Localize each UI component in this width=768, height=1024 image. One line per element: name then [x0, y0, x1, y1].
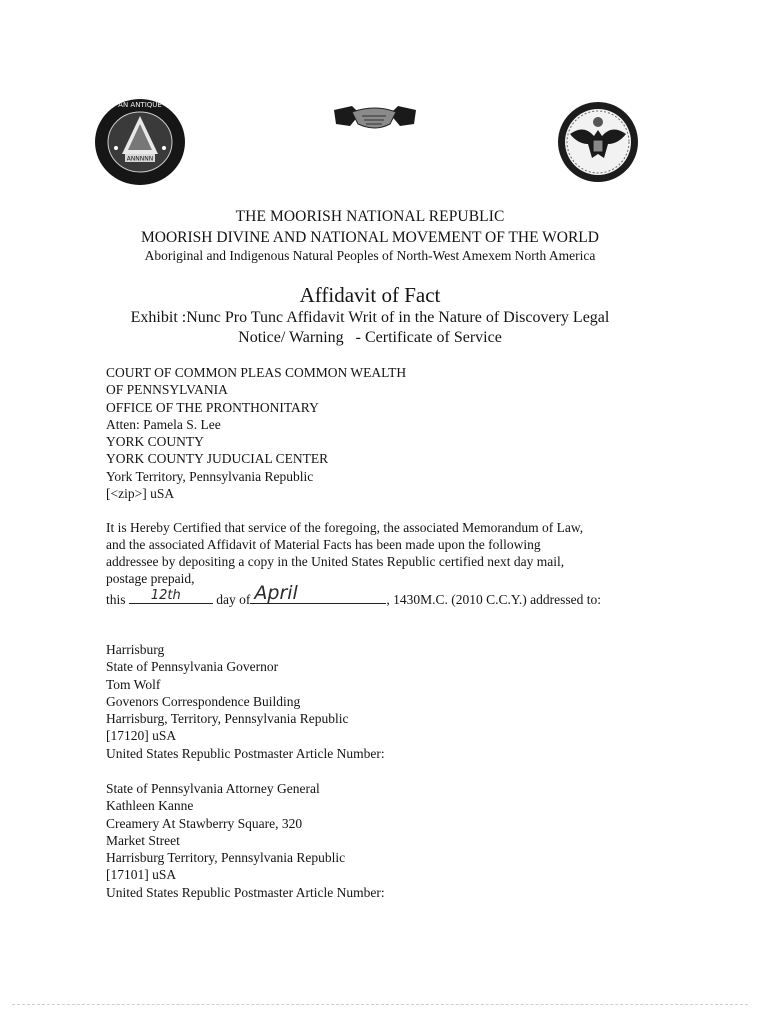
address-line: [17120] uSA — [106, 728, 177, 744]
date-suffix: , 1430M.C. (2010 C.C.Y.) addressed to: — [386, 592, 602, 607]
certification-line: It is Hereby Certified that service of the foregoing, the associated Memorandum of Law, — [106, 520, 584, 535]
service-date-line — [106, 582, 602, 608]
address-line: Market Street — [106, 832, 180, 848]
court-line: COURT OF COMMON PLEAS COMMON WEALTH — [106, 365, 407, 380]
handshake-icon — [330, 100, 420, 140]
date-middle: day of — [216, 592, 251, 607]
address-line: Harrisburg Territory, Pennsylvania Republic — [106, 850, 346, 866]
svg-text:ANNNNN: ANNNNN — [126, 155, 154, 163]
court-line: York Territory, Pennsylvania Republic — [106, 468, 314, 484]
header-line-1: THE MOORISH NATIONAL REPUBLIC — [235, 208, 505, 225]
address-line: United States Republic Postmaster Article Number: — [106, 745, 385, 761]
month-blank — [250, 582, 386, 604]
addressee-block-governor — [106, 641, 385, 762]
address-line: State of Pennsylvania Governor — [106, 659, 279, 675]
court-line: OFFICE OF THE PRONTHONITARY — [106, 399, 319, 415]
svg-text:AN ANTIQUE: AN ANTIQUE — [118, 101, 162, 109]
certification-line: and the associated Affidavit of Material Facts has been made upon the following — [106, 537, 541, 552]
court-line: YORK COUNTY JUDUCIAL CENTER — [106, 451, 329, 467]
court-line: [<zip>] uSA — [106, 486, 175, 502]
date-prefix: this — [106, 592, 126, 607]
address-line: Kathleen Kanne — [106, 798, 194, 814]
address-line: Tom Wolf — [106, 676, 161, 692]
court-line: YORK COUNTY — [106, 434, 204, 450]
moorish-seal-icon — [92, 96, 188, 188]
header-line-3: Aboriginal and Indigenous Natural Peoples of North-West Amexem North America — [144, 248, 596, 263]
court-line: Atten: Pamela S. Lee — [106, 416, 221, 432]
handwritten-day: 12th — [150, 588, 181, 603]
address-line: Harrisburg — [106, 642, 165, 657]
header-line-2: MOORISH DIVINE AND NATIONAL MOVEMENT OF THE WORLD — [141, 229, 599, 246]
handwritten-month: April — [254, 582, 298, 604]
address-line: [17101] uSA — [106, 867, 177, 883]
address-line: Harrisburg, Territory, Pennsylvania Republic — [106, 711, 349, 727]
certification-line: addressee by depositing a copy in the United States Republic certified next day mail, — [106, 554, 565, 569]
eagle-seal-icon — [556, 100, 640, 184]
address-line: State of Pennsylvania Attorney General — [106, 781, 320, 796]
day-blank — [129, 589, 213, 604]
certification-line: postage prepaid, — [106, 571, 195, 586]
document-title: Affidavit of Fact — [299, 283, 441, 307]
addressee-block-attorney-general — [106, 780, 385, 901]
address-line: Creamery At Stawberry Square, 320 — [106, 815, 303, 831]
subtitle-line-1: Exhibit :Nunc Pro Tunc Affidavit Writ of in the Nature of Discovery Legal — [130, 309, 610, 326]
certification-paragraph — [106, 519, 583, 587]
court-line: OF PENNSYLVANIA — [106, 382, 228, 398]
page-bottom-divider — [12, 1004, 748, 1005]
address-line: United States Republic Postmaster Article Number: — [106, 884, 385, 900]
subtitle-line-2: Notice/ Warning - Certificate of Service — [238, 329, 502, 346]
address-line: Govenors Correspondence Building — [106, 693, 301, 709]
court-address-block — [106, 364, 406, 502]
